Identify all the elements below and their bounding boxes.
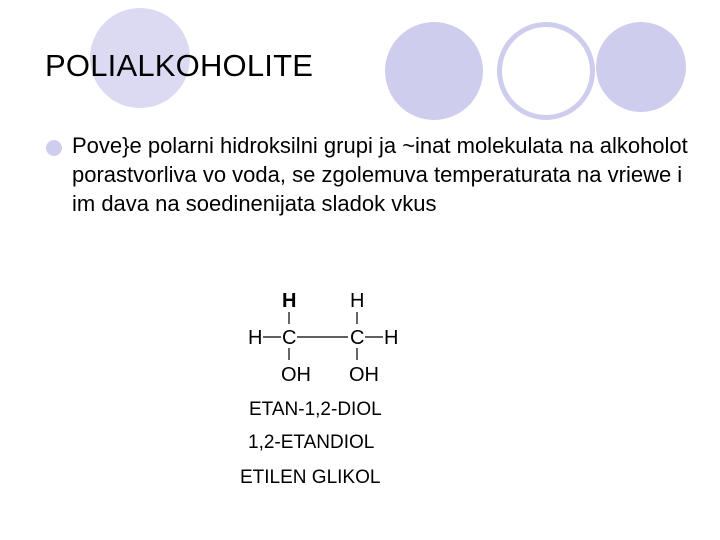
atom-h-right: H	[384, 327, 399, 349]
decor-circle-1	[385, 22, 483, 120]
decor-circle-3	[596, 22, 686, 112]
structural-formula	[240, 285, 420, 390]
atom-c-right: C	[350, 327, 365, 349]
atom-h-left: H	[248, 327, 263, 349]
bullet-text: Pove}e polarni hidroksilni grupi ja ~inat molekulata na alkoholot porastvorliva vo voda, se zgolemuva temperaturata na vriewe i im dava na soedinenijata sladok vkus	[72, 133, 688, 216]
atom-c-left: C	[282, 327, 297, 349]
atom-h-top-left: H	[282, 290, 297, 312]
compound-name-1: ETAN-1,2-DIOL	[249, 399, 382, 420]
atom-oh-left: OH	[281, 364, 311, 386]
compound-name-2: 1,2-ETANDIOL	[248, 432, 375, 453]
atom-oh-right: OH	[349, 364, 379, 386]
slide-title: POLIALKOHOLITE	[45, 48, 314, 83]
compound-name-3: ETILEN GLIKOL	[240, 467, 381, 488]
atom-h-top-right: H	[350, 290, 365, 312]
bullet-icon	[46, 140, 62, 156]
decor-circle-2	[497, 22, 595, 120]
